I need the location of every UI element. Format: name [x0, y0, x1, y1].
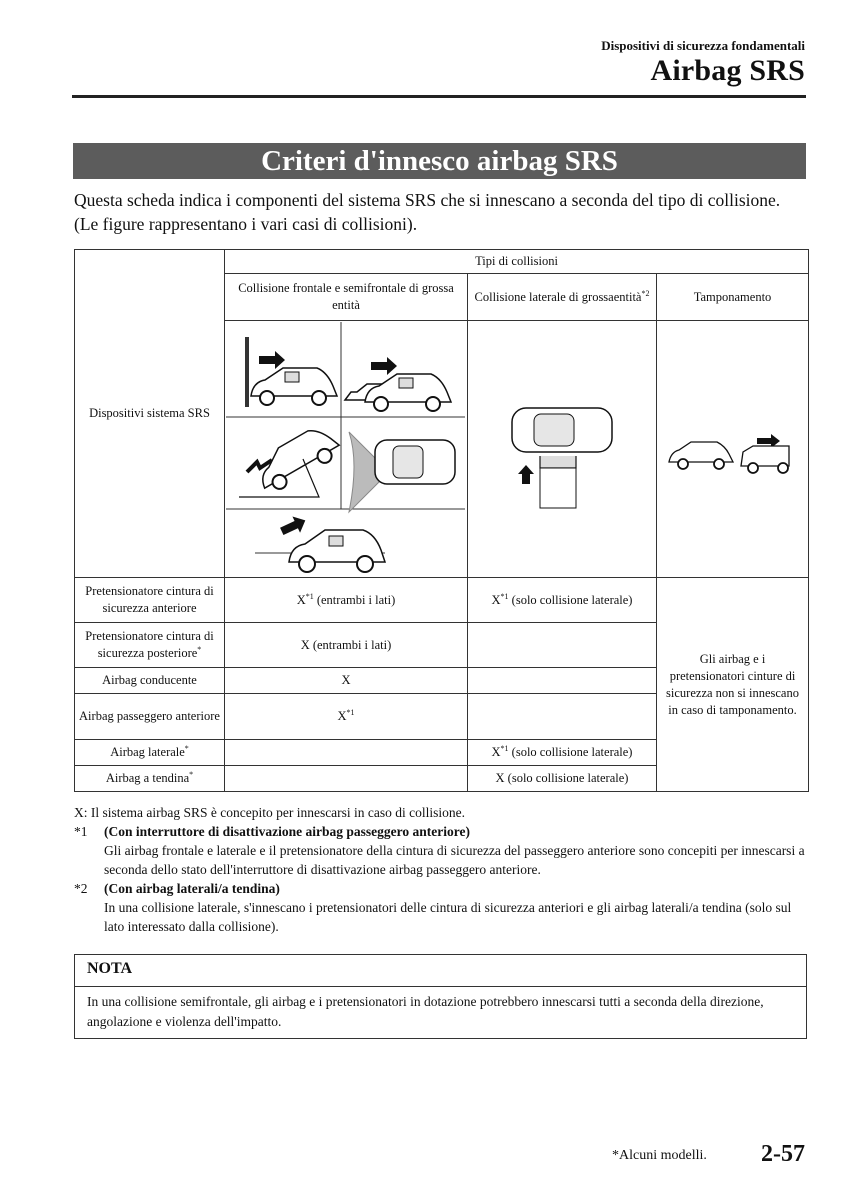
footnote-1-text: Gli airbag frontale e laterale e il pretensionatore della cintura di sicurezza del passeggero anteriore sono concepiti per innescarsi a seconda dello stato dell'interruttore di disattivazione airbag passeggero anteriore.	[104, 843, 805, 877]
nota-text: In una collisione semifrontale, gli airbag e i pretensionatori in dotazione potrebbero innescarsi tutti a seconda della direzione, angolazione e violenza dell'impatto.	[87, 994, 764, 1029]
arrow-up-icon	[518, 465, 534, 484]
col-header-side: Collisione laterale di grossaentità$^{*2}$	[468, 274, 657, 321]
cell-rear-pretensioner-side	[468, 623, 657, 668]
cell-driver-airbag-side	[468, 668, 657, 694]
footnotes	[74, 803, 809, 936]
footnote-x: X: Il sistema airbag SRS è concepito per innescarsi in caso di collisione.	[74, 805, 466, 820]
page-title: Airbag SRS	[650, 54, 805, 87]
row-label-rear-pretensioner: Pretensionatore cintura di sicurezza posteriore*	[75, 623, 225, 668]
footnote-2	[74, 879, 809, 898]
nota-title: NOTA	[75, 955, 806, 987]
row-label-driver-airbag: Airbag conducente	[75, 668, 225, 694]
cell-rear-pretensioner-frontal: X (entrambi i lati)	[225, 623, 468, 668]
car-icon	[289, 530, 385, 572]
footer-note: *Alcuni modelli.	[612, 1148, 707, 1163]
car-top-view-icon	[375, 440, 455, 484]
cell-passenger-airbag-frontal: $X^{*1}$	[225, 694, 468, 740]
car-icon	[251, 368, 337, 405]
cell-passenger-airbag-side	[468, 694, 657, 740]
rear-collision-figure	[657, 322, 807, 577]
footnote-2-text: In una collisione laterale, s'innescano i pretensionatori delle cintura di sicurezza anteriori e gli airbag laterali/a tendina (solo sul lato interessato dalla collisione).	[104, 900, 792, 934]
row-label-front-pretensioner: Pretensionatore cintura di sicurezza anteriore	[75, 578, 225, 623]
cell-curtain-airbag-side: X (solo collisione laterale)	[468, 766, 657, 792]
row-label-curtain-airbag: Airbag a tendina*	[75, 766, 225, 792]
car-icon	[251, 420, 344, 495]
side-collision-figure	[468, 322, 655, 577]
section-banner: Criteri d'innesco airbag SRS	[73, 143, 806, 179]
row-header-devices: Dispositivi sistema SRS	[75, 250, 225, 578]
footnote-1	[74, 822, 809, 841]
cell-driver-airbag-frontal: X	[225, 668, 468, 694]
cell-front-pretensioner-frontal: $X^{*1}$ (entrambi i lati)	[225, 578, 468, 623]
cell-side-airbag-side: $X^{*1}$ (solo collisione laterale)	[468, 740, 657, 766]
rear-collision-illustration	[657, 321, 809, 578]
group-header-collision-types: Tipi di collisioni	[225, 250, 809, 274]
header-rule	[72, 95, 806, 98]
footnote-1-title: (Con interruttore di disattivazione airbag passeggero anteriore)	[104, 824, 470, 839]
cell-curtain-airbag-frontal	[225, 766, 468, 792]
page-number: 2-57	[761, 1141, 805, 1167]
row-label-side-airbag: Airbag laterale*	[75, 740, 225, 766]
car-icon	[669, 442, 789, 473]
srs-criteria-table	[74, 249, 809, 792]
car-top-view-icon	[512, 408, 612, 452]
cell-front-pretensioner-side: $X^{*1}$ (solo collisione laterale)	[468, 578, 657, 623]
frontal-collision-figure	[225, 322, 466, 577]
section-title: Dispositivi di sicurezza fondamentali	[601, 38, 805, 53]
car-icon	[345, 374, 451, 411]
row-label-passenger-airbag: Airbag passeggero anteriore	[75, 694, 225, 740]
cell-side-airbag-frontal	[225, 740, 468, 766]
col-header-rear: Tamponamento	[657, 274, 809, 321]
frontal-collision-illustrations	[225, 321, 468, 578]
footnote-2-title: (Con airbag laterali/a tendina)	[104, 881, 280, 896]
footnote-1-mark: *1	[74, 824, 88, 839]
side-collision-illustration	[468, 321, 657, 578]
cell-rear-collision-note: Gli airbag e i pretensionatori cinture di sicurezza non si innescano in caso di tamponamento.	[657, 578, 809, 792]
nota-box	[74, 954, 807, 1039]
intro-paragraph: Questa scheda indica i componenti del sistema SRS che si innescano a seconda del tipo di collisione. (Le figure rappresentano i vari casi di collisioni).	[74, 190, 781, 234]
footnote-2-mark: *2	[74, 881, 88, 896]
col-header-frontal: Collisione frontale e semifrontale di grossa entità	[225, 274, 468, 321]
